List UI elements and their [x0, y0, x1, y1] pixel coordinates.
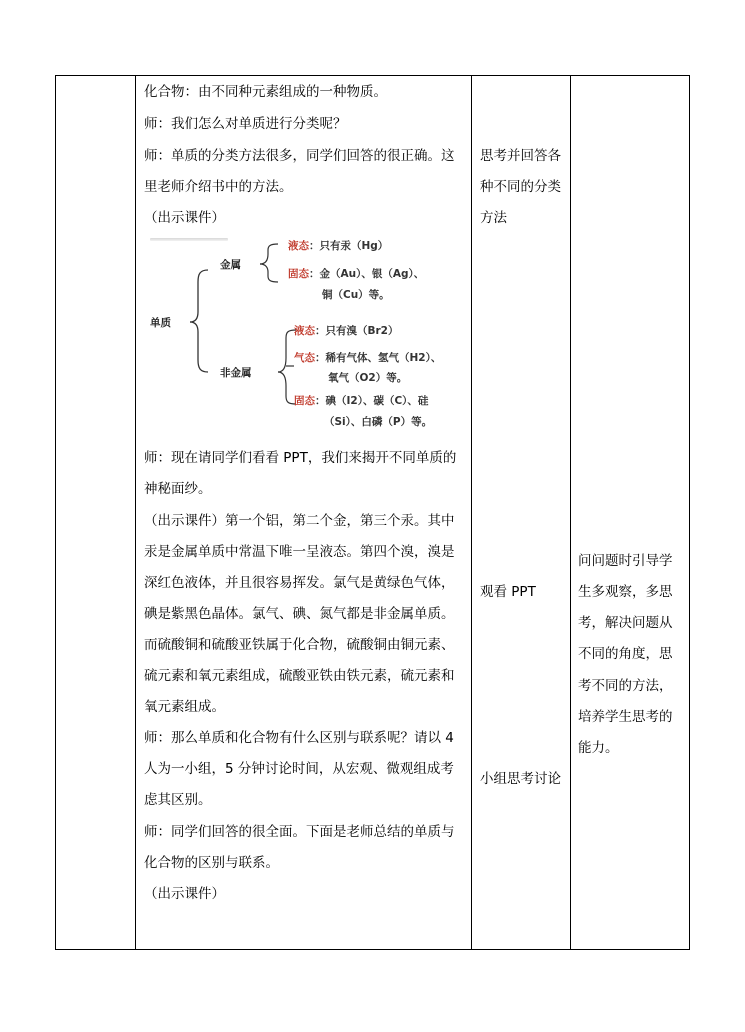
text-line: 师：同学们回答的很全面。下面是老师总结的单质与 — [144, 824, 455, 840]
diagram-root: 单质 — [150, 317, 171, 329]
text-line: 师：单质的分类方法很多，同学们回答的很正确。这 — [144, 148, 455, 164]
label-solid: 固态 — [294, 395, 315, 407]
text-line: 生多观察，多思 — [578, 584, 673, 600]
text-line: 硫元素和氧元素组成，硫酸亚铁由铁元素，硫元素和 — [144, 668, 455, 684]
label-liquid: 液态 — [288, 240, 309, 252]
text-line: （出示课件） — [144, 886, 225, 902]
text-metals: ：金（Au）、银（Ag）、 — [309, 268, 425, 280]
text-line: 氧元素组成。 — [144, 699, 225, 715]
label-solid: 固态 — [288, 268, 309, 280]
text-gases: ：稀有气体、氢气（H2）、 — [315, 352, 442, 364]
text-solids: ：碘（I2）、碳（C）、硅 — [315, 395, 429, 407]
text-line: 里老师介绍书中的方法。 — [144, 179, 293, 195]
text-line: 师：那么单质和化合物有什么区别与联系呢？请以 4 — [144, 730, 454, 746]
text-line: 观看 PPT — [480, 584, 536, 600]
diagram-nonmetal-gas — [294, 350, 441, 365]
text-line: 师：我们怎么对单质进行分类呢？ — [144, 116, 347, 132]
column-divider — [570, 76, 571, 949]
text-line: （出示课件）第一个铝，第二个金，第三个汞。其中 — [144, 513, 455, 529]
diagram-nonmetal: 非金属 — [220, 367, 252, 379]
text-line: 种不同的分类 — [480, 179, 561, 195]
column-divider — [135, 76, 136, 949]
text-line: 不同的角度，思 — [578, 646, 673, 662]
label-liquid: 液态 — [294, 325, 315, 337]
text-line: 方法 — [480, 210, 507, 226]
text-silicon: （Si）、白磷（P）等。 — [324, 416, 433, 428]
text-line: 小组思考讨论 — [480, 771, 561, 787]
label-gas: 气态 — [294, 352, 315, 364]
diagram-nonmetal-liquid — [294, 323, 399, 338]
text-line: 汞是金属单质中常温下唯一呈液态。第四个溴，溴是 — [144, 544, 455, 560]
classification-diagram — [138, 238, 468, 438]
text-line: 思考并回答各 — [480, 148, 561, 164]
text-oxygen: 氧气（O2）等。 — [328, 372, 408, 384]
text-line: 培养学生思考的 — [578, 709, 673, 725]
text-line: 而硫酸铜和硫酸亚铁属于化合物，硫酸铜由铜元素、 — [144, 637, 455, 653]
diagram-metal-liquid — [288, 238, 388, 253]
text-line: 人为一小组，5 分钟讨论时间，从宏观、微观组成考 — [144, 761, 454, 777]
text-mercury: ：只有汞（Hg） — [309, 240, 389, 252]
text-line: 考，解决问题从 — [578, 615, 673, 631]
column-design-intent — [578, 76, 688, 949]
text-line: 问问题时引导学 — [578, 553, 673, 569]
text-copper: 铜（Cu）等。 — [322, 289, 390, 301]
text-line: （出示课件） — [144, 210, 225, 226]
text-line: 化合物：由不同种元素组成的一种物质。 — [144, 84, 387, 100]
text-line: 化合物的区别与联系。 — [144, 855, 279, 871]
diagram-nonmetal-solid — [294, 393, 428, 408]
column-teacher-activity — [144, 76, 469, 949]
diagram-metal: 金属 — [220, 259, 241, 271]
text-line: 深红色液体，并且很容易挥发。氯气是黄绿色气体， — [144, 575, 455, 591]
column-student-activity — [480, 76, 570, 949]
text-line: 师：现在请同学们看看 PPT，我们来揭开不同单质的 — [144, 450, 457, 466]
column-divider — [471, 76, 472, 949]
text-line: 神秘面纱。 — [144, 481, 212, 497]
text-line: 考不同的方法， — [578, 678, 673, 694]
column-stage — [56, 76, 135, 949]
lesson-table — [55, 75, 690, 950]
text-bromine: ：只有溴（Br2） — [315, 325, 399, 337]
text-line: 能力。 — [578, 740, 619, 756]
text-line: 碘是紫黑色晶体。氯气、碘、氮气都是非金属单质。 — [144, 606, 455, 622]
text-line: 虑其区别。 — [144, 792, 212, 808]
diagram-metal-solid — [288, 266, 424, 281]
